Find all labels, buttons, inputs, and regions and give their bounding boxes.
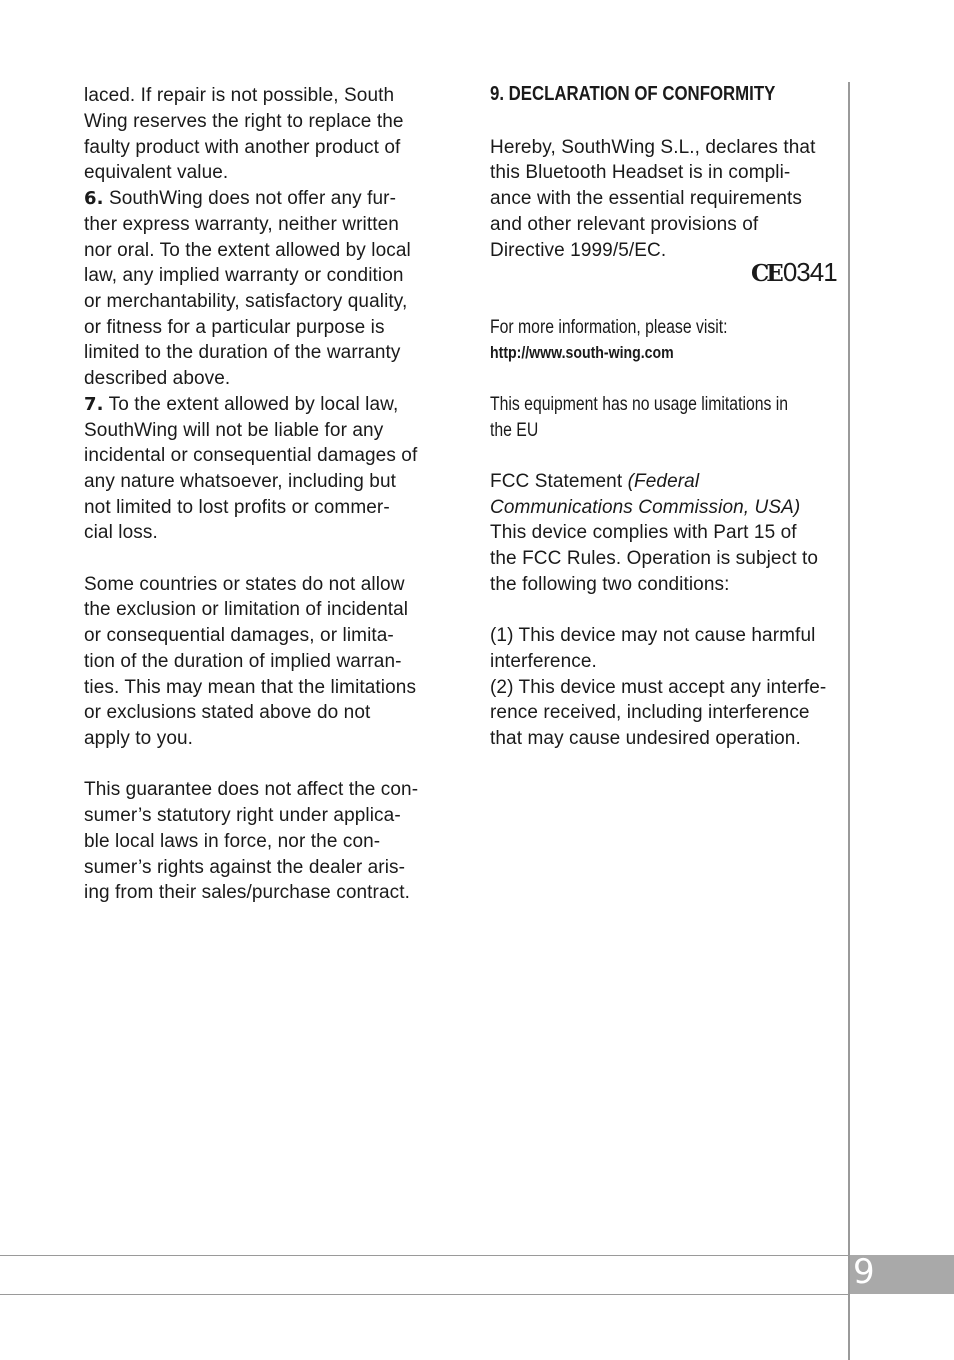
ce-notified-body-number: 0341 <box>782 257 837 287</box>
ce-conformity-mark <box>751 258 837 288</box>
warranty-text-line: law, any implied warranty or condition <box>84 265 404 286</box>
fcc-condition-line: (2) This device must accept any interfe- <box>490 677 827 698</box>
item-number: 7. <box>84 394 104 415</box>
eu-usage-text: This equipment has no usage limitations in <box>490 394 789 415</box>
warranty-text-line: apply to you. <box>84 728 194 749</box>
item-number: 6. <box>84 188 104 209</box>
declaration-text-line: Hereby, SouthWing S.L., declares that <box>490 137 816 158</box>
warranty-text-line: This guarantee does not affect the con- <box>84 779 419 800</box>
fcc-title-label: FCC Statement <box>490 471 628 492</box>
warranty-text-line: faulty product with another product of <box>84 137 401 158</box>
section-heading: 9. DECLARATION OF CONFORMITY <box>490 83 776 105</box>
fcc-condition-line: that may cause undesired operation. <box>490 728 801 749</box>
warranty-text-line: any nature whatsoever, including but <box>84 471 397 492</box>
warranty-text-line: Wing reserves the right to replace the <box>84 111 404 132</box>
warranty-text-line: nor oral. To the extent allowed by local <box>84 240 411 261</box>
footer-rule-bottom <box>0 1294 850 1295</box>
column-divider <box>848 82 850 1360</box>
warranty-text-line: equivalent value. <box>84 162 229 183</box>
warranty-text-line: tion of the duration of implied warran- <box>84 651 402 672</box>
warranty-text-line: ble local laws in force, nor the con- <box>84 831 381 852</box>
fcc-condition-line: (1) This device may not cause harmful <box>490 625 816 646</box>
warranty-text-line: ties. This may mean that the limitations <box>84 677 417 698</box>
warranty-text-line: SouthWing will not be liable for any <box>84 420 384 441</box>
warranty-text-line: laced. If repair is not possible, South <box>84 85 395 106</box>
fcc-text-line: the FCC Rules. Operation is subject to <box>490 548 818 569</box>
warranty-text-line: not limited to lost profits or commer- <box>84 497 390 518</box>
page-number: 9 <box>853 1252 875 1292</box>
warranty-text-line: the exclusion or limitation of incidental <box>84 599 409 620</box>
info-text: For more information, please visit: <box>490 317 728 338</box>
fcc-condition-line: rence received, including interference <box>490 702 810 723</box>
warranty-text-line: limited to the duration of the warranty <box>84 342 401 363</box>
fcc-text-line: This device complies with Part 15 of <box>490 522 797 543</box>
fcc-title-italic: (Federal <box>627 471 700 492</box>
warranty-item-7 <box>84 395 398 415</box>
warranty-text-line: or merchantability, satisfactory quality, <box>84 291 408 312</box>
warranty-text-line: sumer’s rights against the dealer aris- <box>84 857 406 878</box>
declaration-text-line: and other relevant provisions of <box>490 214 759 235</box>
declaration-text-line: Directive 1999/5/EC. <box>490 240 667 261</box>
warranty-text-line: Some countries or states do not allow <box>84 574 405 595</box>
warranty-text-line: ther express warranty, neither written <box>84 214 399 235</box>
eu-usage-text: the EU <box>490 420 539 441</box>
declaration-text-line: this Bluetooth Headset is in compli- <box>490 162 791 183</box>
fcc-text-line: the following two conditions: <box>490 574 730 595</box>
ce-symbol: CE <box>751 260 781 287</box>
warranty-text-line: sumer’s statutory right under applica- <box>84 805 401 826</box>
footer-rule-top <box>0 1255 850 1256</box>
warranty-text-line: incidental or consequential damages of <box>84 445 418 466</box>
warranty-text-line: described above. <box>84 368 231 389</box>
warranty-item-6 <box>84 189 396 209</box>
website-link[interactable]: http://www.south-wing.com <box>490 343 674 362</box>
warranty-text-line: cial loss. <box>84 522 158 543</box>
warranty-text-line: or fitness for a particular purpose is <box>84 317 385 338</box>
item-text: SouthWing does not offer any fur- <box>103 188 396 209</box>
fcc-title <box>490 472 699 492</box>
declaration-text-line: ance with the essential requirements <box>490 188 802 209</box>
warranty-text-line: or consequential damages, or limita- <box>84 625 394 646</box>
fcc-title-italic: Communications Commission, USA) <box>490 497 801 518</box>
warranty-text-line: or exclusions stated above do not <box>84 702 371 723</box>
item-text: To the extent allowed by local law, <box>103 394 399 415</box>
warranty-text-line: ing from their sales/purchase contract. <box>84 882 410 903</box>
fcc-condition-line: interference. <box>490 651 597 672</box>
